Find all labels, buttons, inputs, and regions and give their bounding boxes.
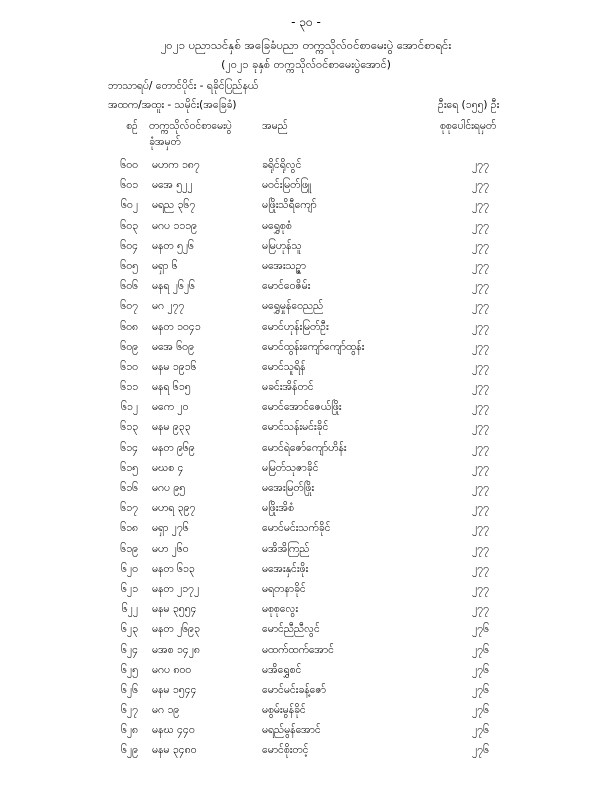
roll-number: မဟက ၁၈၇ [152, 159, 200, 171]
student-name: မဝင်းမြတ်ဖြူ [262, 179, 312, 192]
total-score: ၂၇၇ [472, 360, 489, 373]
row-number: ၆၀၂ [121, 199, 138, 212]
row-number: ၆၀၉ [120, 340, 138, 353]
roll-number: မဟရ ၃၉၇ [152, 502, 196, 515]
student-name: မောင်သန်းမင်းခိုင် [262, 421, 329, 434]
row-number: ၆၂၆ [121, 683, 138, 696]
roll-number: မနမ ၉၃၃ [152, 421, 191, 434]
table-row [0, 399, 612, 419]
roll-number: မအစ ၁၄၂၈ [152, 643, 200, 656]
roll-number: မဂပ ၁၁၁၉ [152, 219, 197, 232]
student-name: မောင်ဝေဇိမ်း [262, 280, 311, 293]
roll-number: မနမ ၃၅၅၄ [152, 603, 197, 616]
table-row [0, 238, 612, 258]
roll-number: မနတ ၂၆၉၃ [152, 623, 200, 636]
table-row [0, 278, 612, 298]
total-score: ၂၇၆ [472, 643, 489, 656]
roll-number: မနရ ၆၁၅ [152, 381, 191, 394]
student-name: မောင်မင်းခန့်ဇော် [262, 683, 326, 696]
roll-number: မနမ ၃၄၈၀ [152, 744, 197, 757]
header-roll: တက္ကသိုလ်ဝင်စာမေးပွဲ [149, 120, 232, 132]
roll-number: မဟ ၂၆၀ [152, 542, 189, 555]
total-score: ၂၇၇ [472, 259, 489, 272]
student-name: မရွှေစုစံ [262, 219, 292, 232]
roll-number: မရှာ ၆ [152, 259, 178, 272]
row-number: ၆၂၄ [121, 643, 138, 656]
table-row [0, 520, 612, 540]
student-name: မောင်ညီညီလွင် [262, 623, 320, 636]
student-name: မမြဟုန်သူ [262, 239, 302, 252]
row-number: ၆၂၁ [121, 582, 138, 595]
row-number: ၆၀၁ [120, 179, 138, 192]
total-score: ၂၇၇ [472, 441, 489, 454]
row-number: ၆၂၉ [121, 744, 138, 757]
roll-number: မဃစ ၄ [152, 461, 184, 474]
table-row [0, 359, 612, 379]
row-number: ၆၀၅ [120, 259, 138, 272]
total-score: ၂၇၇ [472, 522, 489, 535]
roll-number: မနတ ၁၀၄၁ [152, 320, 201, 333]
table-row [0, 319, 612, 339]
roll-number: မဂ ၁၉ [152, 704, 180, 717]
row-number: ၆၀၇ [120, 300, 138, 313]
table-row [0, 480, 612, 500]
student-name: မစုစုလွေး [262, 603, 299, 616]
header-total: စုစုပေါင်းရမှတ် [440, 120, 497, 132]
row-number: ၆၁၇ [120, 502, 138, 515]
student-name: မဖြိုးသိရီကျော် [262, 199, 317, 212]
results-table [0, 157, 612, 763]
student-name: မောင်သူရိန် [262, 360, 306, 373]
student-name: မောင်ထွန်းကျော်ကျော်ထွန်း [262, 340, 365, 353]
student-name: မရတနာခိုင် [262, 582, 306, 595]
total-score: ၂၇၇ [472, 603, 489, 616]
student-name: မောင်အောင်ဇေယ်ဖြိုး [262, 401, 342, 414]
total-score: ၂၇၆ [472, 663, 489, 676]
row-number: ၆၁၀ [120, 360, 138, 373]
table-row [0, 662, 612, 682]
row-number: ၆၂၈ [120, 724, 138, 737]
page-subtitle: (၂၀၂၁ ခုနှစ် တက္ကသိုလ်ဝင်စာမေးပွဲအောင်) [221, 58, 391, 71]
row-number: ၆၂၂ [121, 603, 138, 616]
page-title: ၂၀၂၁ ပညာသင်နှစ် အခြေခံပညာ တက္ကသိုလ်ဝင်စာမေးပွဲ အောင်စာရင်း [160, 38, 452, 52]
table-row [0, 500, 612, 520]
roll-number: မရည ၃၆၇ [152, 199, 196, 212]
student-name: မအေးမြတ်ဖြိုး [262, 482, 315, 494]
total-score: ၂၇၇ [472, 300, 489, 313]
header-no: စဉ် [126, 120, 138, 132]
row-number: ၆၂၇ [121, 704, 138, 717]
roll-number: မနရ ၂၆၂၆ [152, 280, 195, 293]
table-row [0, 702, 612, 722]
roll-number: မဂ ၂၇၇ [152, 300, 185, 313]
row-number: ၆၁၂ [121, 401, 138, 414]
page-number: - ၃၀ - [291, 15, 321, 29]
total-score: ၂၇၇ [472, 562, 489, 575]
total-score: ၂၇၆ [472, 744, 489, 757]
total-score: ၂၇၇ [472, 280, 489, 293]
roll-number: မနတ ၉၆၉ [152, 441, 195, 454]
table-row [0, 197, 612, 217]
total-score: ၂၇၇ [472, 461, 489, 474]
roll-number: မနတ ၆၁၃ [152, 562, 195, 575]
student-name: မအေးသဉ္ဇာ [262, 259, 306, 272]
row-number: ၆၀၄ [120, 239, 138, 252]
header-roll-sub: ခုံအမှတ် [149, 136, 181, 148]
row-number: ၆၀၆ [120, 280, 138, 293]
header-name: အမည် [262, 120, 288, 132]
table-row [0, 742, 612, 762]
student-name: မောင်မင်းသက်ခိုင် [262, 522, 331, 535]
table-row [0, 298, 612, 318]
total-score: ၂၇၇ [472, 582, 489, 595]
roll-number: မကေ ၂၀ [152, 401, 189, 414]
table-row [0, 601, 612, 621]
school-label: အထက/အထူး - သမိုင်း(အခြေခံ) [108, 99, 237, 111]
count-label: ဦးရေ (၁၅၅) ဦး [438, 99, 500, 111]
row-number: ၆၁၅ [120, 461, 138, 474]
table-row [0, 157, 612, 177]
student-name: မအိအိကြည် [262, 542, 310, 555]
total-score: ၂၇၇ [472, 542, 489, 555]
total-score: ၂၇၇ [472, 199, 489, 212]
student-name: မမြတ်သုဇာခိုင် [262, 461, 319, 474]
student-name: မရည်မွန်အောင် [262, 724, 321, 737]
student-name: မထက်ထက်အောင် [262, 643, 334, 656]
roll-number: မအေ ၅၂၂ [152, 179, 193, 192]
total-score: ၂၇၇ [472, 159, 489, 171]
table-row [0, 258, 612, 278]
table-row [0, 561, 612, 581]
total-score: ၂၇၆ [472, 704, 489, 717]
roll-number: မနဃ ၄၄၀ [152, 724, 195, 737]
roll-number: မရှာ ၂၇၆ [152, 522, 189, 535]
roll-number: မအေ ၆၀၉ [152, 340, 194, 353]
table-row [0, 419, 612, 439]
total-score: ၂၇၇ [472, 502, 489, 515]
total-score: ၂၇၇ [472, 340, 489, 353]
table-row [0, 621, 612, 641]
row-number: ၆၂၃ [121, 623, 138, 636]
total-score: ၂၇၇ [472, 239, 489, 252]
student-name: မရွှေမှုန်ဝေညည် [262, 300, 324, 313]
table-row [0, 339, 612, 359]
row-number: ၆၁၄ [120, 441, 138, 454]
total-score: ၂၇၆ [472, 623, 489, 636]
student-name: မအေးနှင်းဖိုး [262, 562, 309, 575]
total-score: ၂၇၆ [472, 724, 489, 737]
table-row [0, 722, 612, 742]
row-number: ၆၁၁ [120, 381, 138, 394]
table-row [0, 460, 612, 480]
table-row [0, 177, 612, 197]
table-row [0, 642, 612, 662]
row-number: ၆၁၆ [120, 482, 138, 494]
student-name: မောင်ရဲဇော်ကျော်ဟိန်း [262, 441, 347, 454]
total-score: ၂၇၆ [472, 683, 489, 696]
row-number: ၆၁၉ [120, 542, 138, 555]
row-number: ၆၀၀ [120, 159, 138, 171]
total-score: ၂၇၇ [472, 421, 489, 434]
total-score: ၂၇၇ [472, 482, 489, 494]
table-row [0, 541, 612, 561]
roll-number: မနတ ၅၂၆ [152, 239, 194, 252]
region-label: ဘာသာရပ်/ တောင်ပိုင်း - ရခိုင်ပြည်နယ် [108, 80, 259, 92]
row-number: ၆၁၃ [120, 421, 138, 434]
table-row [0, 440, 612, 460]
row-number: ၆၀၃ [120, 219, 138, 232]
student-name: ခရိုင်ရိုလွင် [262, 159, 302, 171]
total-score: ၂၇၇ [472, 219, 489, 232]
total-score: ၂၇၇ [472, 381, 489, 394]
student-name: မောင်စိုးတင့် [262, 744, 309, 757]
total-score: ၂၇၇ [472, 401, 489, 414]
roll-number: မဂပ ၈၀၀ [152, 663, 192, 676]
row-number: ၆၀၈ [120, 320, 138, 333]
table-row [0, 581, 612, 601]
row-number: ၆၁၈ [120, 522, 138, 535]
row-number: ၆၂၅ [121, 663, 138, 676]
roll-number: မနတ ၂၁၇၂ [152, 582, 200, 595]
student-name: မဖြိုးအိစံ [262, 502, 294, 515]
row-number: ၆၂၀ [121, 562, 138, 575]
total-score: ၂၇၇ [472, 179, 489, 192]
student-name: မစွမ်းမွန်ခိုင် [262, 704, 306, 717]
roll-number: မနမ ၁၅၄၄ [152, 683, 197, 696]
total-score: ၂၇၇ [472, 320, 489, 333]
table-row [0, 379, 612, 399]
student-name: မခင်းအိန်တင် [262, 381, 314, 394]
table-row [0, 682, 612, 702]
student-name: မအိရွှေစင် [262, 663, 302, 676]
student-name: မောင်ဟုန်းမြတ်ဦး [262, 320, 329, 333]
table-row [0, 218, 612, 238]
roll-number: မနမ ၁၉၁၆ [152, 360, 197, 373]
roll-number: မဂပ ၉၅ [152, 482, 186, 494]
